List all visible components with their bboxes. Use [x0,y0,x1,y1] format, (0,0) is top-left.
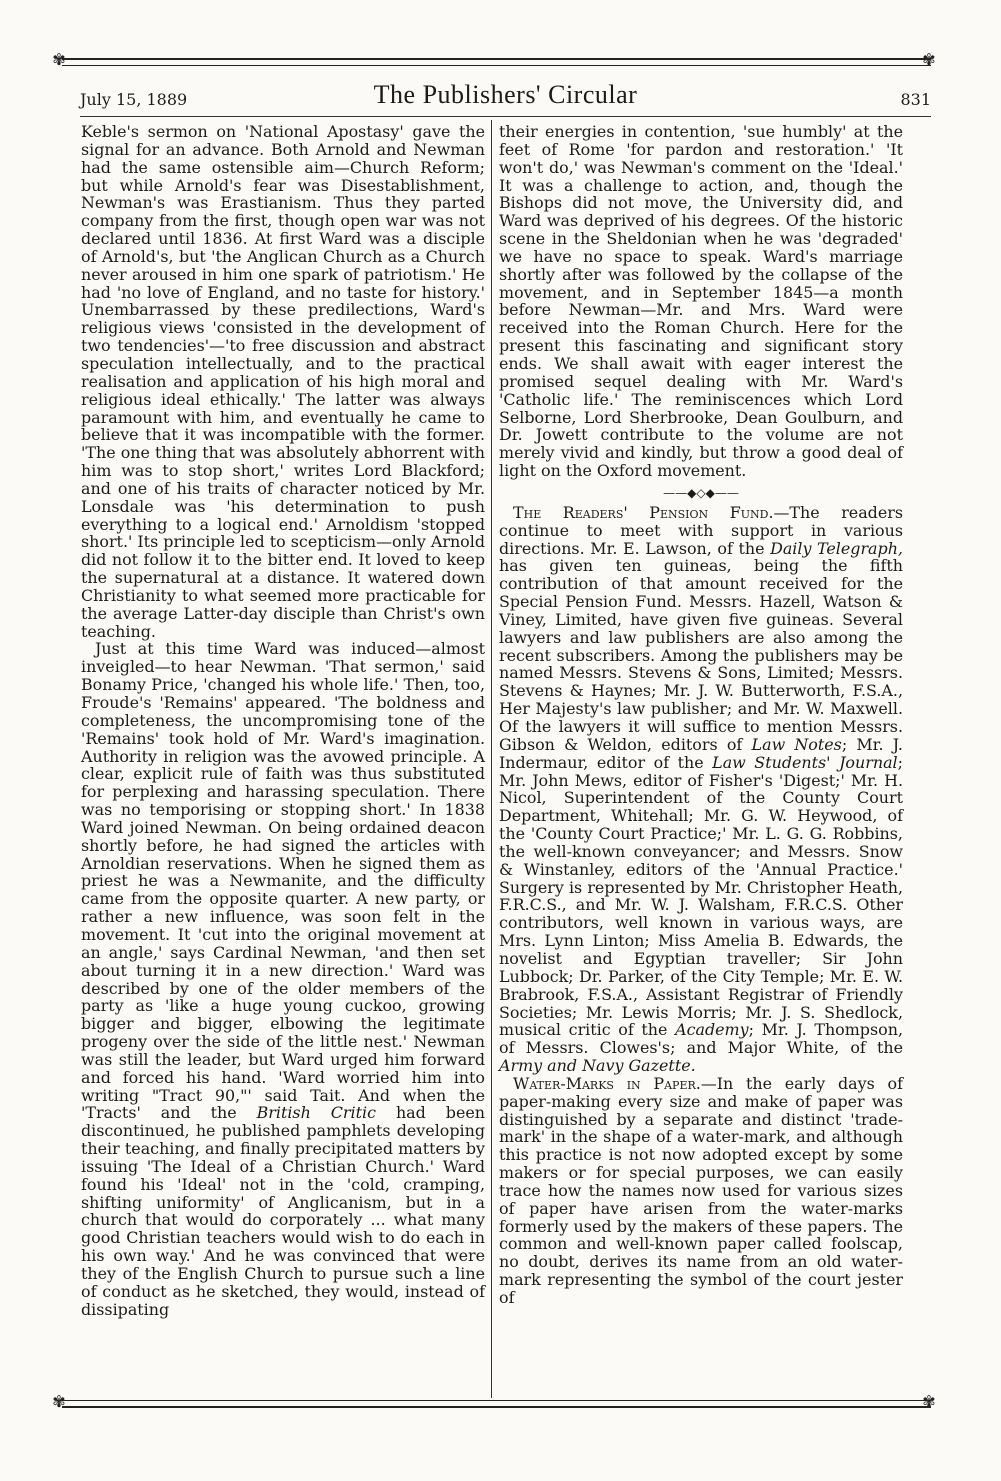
paragraph: Just at this time Ward was induced—almost inveigled—to hear Newman. 'That sermon,' said Bonamy Price, 'changed his whole life.' Then, too, Froude's 'Remains' appeared. 'The boldness and completeness, the uncompromising tone of the 'Remains' took hold of Mr. Ward's imagination. Authority in religion was the avowed principle. A clear, explicit rule of faith was thus substituted for perplexing and harassing speculation. There was no temporising or stopping short.' In 1838 Ward joined Newman. On being ordained deacon shortly before, he had signed the articles with Arnoldian reservations. When he signed them as priest he was a Newmanite, and the difficulty came from the opposite quarter. A new party, or rather a new influence, was soon felt in the movement. It 'cut into the original movement at an angle,' says Cardinal Newman, 'and then set about turning it in a new direction.' Ward was described by one of the older members of the party as 'like a huge young cuckoo, growing bigger and bigger, elbowing the legitimate progeny over the side of the little nest.' Newman was still the leader, but Ward urged him forward and forced his hand. 'Ward worried him into writing "Tract 90,"' said Tait. And when the 'Tracts' and the British Critic had been discontinued, he published pamphlets developing their teaching, and finally precipitated matters by issuing 'The Ideal of a Christian Church.' Ward found his 'Ideal' not in the 'cold, cramping, shifting uniformity' of Anglicanism, but in a church that would do corporately ... what many good Christian teachers would wish to do each in his own way.' And he was convinced that were they of the English Church to pursue such a line of conduct as he sketched, they would, instead of dissipating [81,639,485,1319]
section-heading: Water-Marks in Paper. [513,1073,701,1093]
page-number: 831 [900,90,931,109]
ornament-icon: ✾ [52,1392,66,1411]
paragraph: The Readers' Pension Fund.—The readers continue to meet with support in various directions. Mr. E. Lawson, of the Daily Telegraph, has given ten guineas, being the fifth contribution of that amount received for the Special Pension Fund. Messrs. Hazell, Watson & Viney, Limited, have given five guineas. Several lawyers and law publishers are also among the recent subscribers. Among the publishers may be named Messrs. Stevens & Sons, Limited; Messrs. Stevens & Haynes; Mr. J. W. Butterworth, F.S.A., Her Majesty's law publisher; and Mr. W. Maxwell. Of the lawyers it will suffice to mention Messrs. Gibson & Weldon, editors of Law Notes; Mr. J. Indermaur, editor of the Law Students' Journal; Mr. John Mews, editor of Fisher's 'Digest;' Mr. H. Nicol, Superintendent of the County Court Department, Whitehall; Mr. G. W. Heywood, of the 'County Court Practice;' Mr. L. G. G. Robbins, the well-known conveyancer; and Messrs. Snow & Winstanley, editors of the 'Annual Practice.' Surgery is represented by Mr. Christopher Heath, F.R.C.S., and Mr. W. J. Walsham, F.R.C.S. Other contributors, well known in various ways, are Mrs. Lynn Linton; Miss Amelia B. Edwards, the novelist and Egyptian traveller; Sir John Lubbock; Dr. Parker, of the City Temple; Mr. E. W. Brabrook, F.S.A., Assistant Registrar of Friendly Societies; Mr. Lewis Morris; Mr. J. S. Shedlock, musical critic of the Academy; Mr. J. Thompson, of Messrs. Clowes's; and Major White, of the Army and Navy Gazette. [499,502,903,1076]
header-rule [80,116,931,117]
paragraph: their energies in contention, 'sue humbly' at the feet of Rome 'for pardon and restoration.' 'It won't do,' was Newman's comment on the 'Ideal.' It was a challenge to action, and, though the Bishops did not move, the University did, and Ward was deprived of his degrees. Of the historic scene in the Sheldonian when he was 'degraded' we have no space to speak. Ward's marriage shortly after was followed by the collapse of the movement, and in September 1845—a month before Newman—Mr. and Mrs. Ward were received into the Roman Church. Here for the present this fascinating and significant story ends. We shall await with eager interest the promised sequel dealing with Mr. Ward's 'Catholic life.' The reminiscences which Lord Selborne, Lord Sherbrooke, Dean Goulburn, and Dr. Jowett contribute to the volume are not merely vivid and kindly, but throw a good deal of light on the Oxford movement. [499,122,903,481]
section-heading: The Readers' Pension Fund. [513,502,774,522]
ornament-icon: ✾ [52,50,66,69]
column-divider [491,120,492,1398]
section-separator: ——◆◇◆—— [663,485,739,500]
issue-date: July 15, 1889 [80,90,188,109]
paragraph: Keble's sermon on 'National Apostasy' gave the signal for an advance. Both Arnold and Newman had the same ostensible aim—Church Reform; but while Arnold's fear was Disestablishment, Newman's was Erastianism. Thus they parted company from the first, though open war was not declared until 1836. At first Ward was a disciple of Arnold's, but 'the Anglican Church as a Church never aroused in him one spark of patriotism.' He had 'no love of England, and no taste for history.' Unembarrassed by these predilections, Ward's religious views 'consisted in the development of two tendencies'—'to free discussion and abstract speculation intellectually, and to the practical realisation and application of his high moral and religious ideal ethically.' The latter was always paramount with him, and eventually he came to believe that it was incompatible with the former. 'The one thing that was absolutely abhorrent with him was to stop short,' writes Lord Blackford; and one of his traits of character noticed by Mr. Lonsdale was 'his determination to push everything to a logical end.' Arnoldism 'stopped short.' Its principle led to scepticism—only Arnold did not follow it to the bitter end. It loved to keep the supernatural at a distance. It watered down Christianity to what seemed more practicable for the average Latter-day disciple than Christ's own teaching. [81,122,486,641]
page-header [80,78,931,114]
paragraph: Water-Marks in Paper.—In the early days of paper-making every size and make of paper was distinguished by a separate and distinct 'trade-mark' in the shape of a water-mark, and although this practice is not now adopted except by some makers or for special purposes, we can easily trace how the names now used for various sizes of paper have arisen from the water-marks formerly used by the makers of these papers. The common and well-known paper called foolscap, no doubt, derives its name from an old water-mark representing the symbol of the court jester of [499,1073,903,1307]
top-border-rule [62,58,931,66]
bottom-border-rule [62,1400,931,1408]
ornament-icon: ✾ [922,1392,936,1411]
left-column [81,123,485,1319]
publication-title: The Publishers' Circular [373,80,638,109]
right-column [499,123,903,1307]
ornament-icon: ✾ [922,50,936,69]
